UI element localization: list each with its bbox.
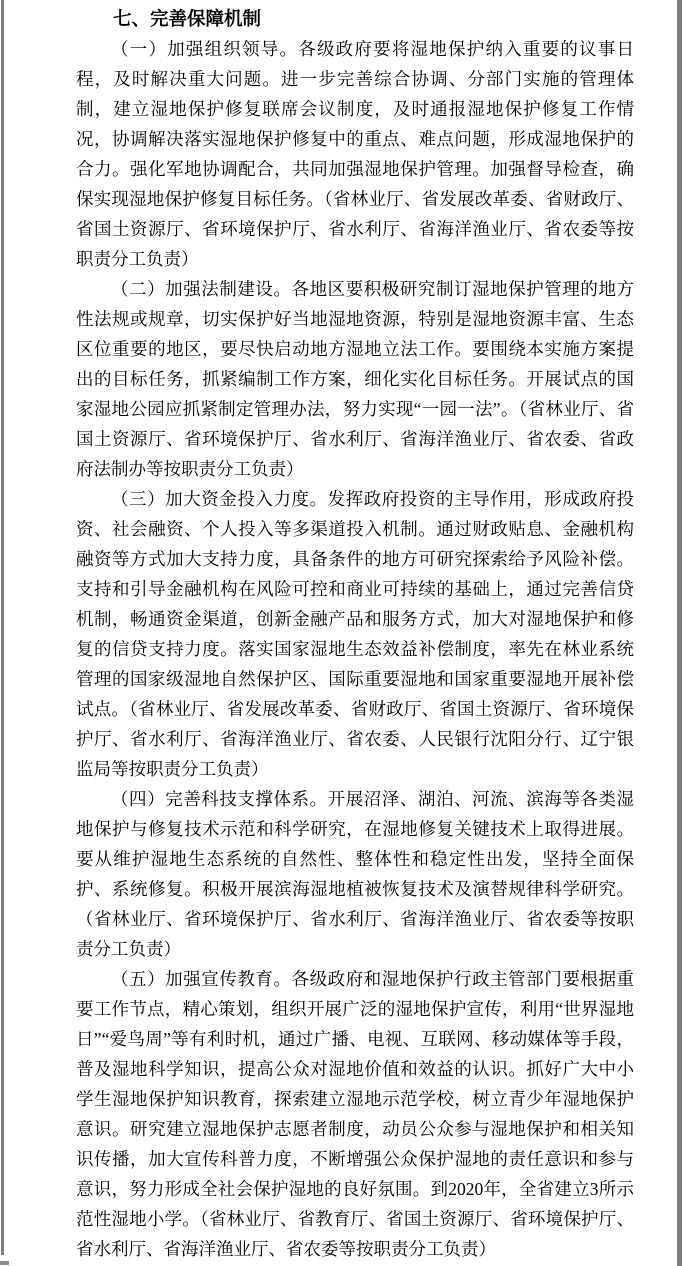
page-bottom-edge-mark xyxy=(0,1261,9,1265)
paragraph-legal-system: （二）加强法制建设。各地区要积极研究制订湿地保护管理的地方性法规或规章，切实保护好当地湿地资源，特别是湿地资源丰富、生态区位重要的地区，要尽快启动地方湿地立法工作。要围绕本实施方案提出的目标任务，抓紧编制工作方案，细化实化目标任务。开展试点的国家湿地公园应抓紧制定管理办法，努力实现“一园一法”。（省林业厅、省国土资源厅、省环境保护厅、省水利厅、省海洋渔业厅、省农委、省政府法制办等按职责分工负责） xyxy=(76,279,634,479)
paragraph-publicity-education: （五）加强宣传教育。各级政府和湿地保护行政主管部门要根据重要工作节点，精心策划，组织开展广泛的湿地保护宣传，利用“世界湿地日”“爱鸟周”等有利时机，通过广播、电视、互联网、移动媒体等手段，普及湿地科学知识，提高公众对湿地价值和效益的认识。抓好广大中小学生湿地保护知识教育，探索建立湿地示范学校，树立青少年湿地保护意识。研究建立湿地保护志愿者制度，动员公众参与湿地保护和相关知识传播，加大宣传科普力度，不断增强公众保护湿地的责任意识和参与意识，努力形成全社会保护湿地的良好氛围。到2020年，全省建立3所示范性湿地小学。（省林业厅、省教育厅、省国土资源厅、省环境保护厅、省水利厅、省海洋渔业厅、省农委等按职责分工负责） xyxy=(76,969,634,1259)
document-body xyxy=(76,4,634,1264)
paragraph-organizational-leadership: （一）加强组织领导。各级政府要将湿地保护纳入重要的议事日程，及时解决重大问题。进一步完善综合协调、分部门实施的管理体制，建立湿地保护修复联席会议制度，及时通报湿地保护修复工作情况，协调解决落实湿地保护修复中的重点、难点问题，形成湿地保护的合力。强化军地协调配合，共同加强湿地保护管理。加强督导检查，确保实现湿地保护修复目标任务。（省林业厅、省发展改革委、省财政厅、省国土资源厅、省环境保护厅、省水利厅、省海洋渔业厅、省农委等按职责分工负责） xyxy=(76,39,634,269)
page-right-edge-line xyxy=(677,0,682,1266)
page-left-edge-line xyxy=(1,0,4,1255)
section-heading: 七、完善保障机制 xyxy=(113,8,262,29)
paragraph-science-technology-support: （四）完善科技支撑体系。开展沼泽、湖泊、河流、滨海等各类湿地保护与修复技术示范和科学研究，在湿地修复关键技术上取得进展。要从维护湿地生态系统的自然性、整体性和稳定性出发，坚持全面保护、系统修复。积极开展滨海湿地植被恢复技术及演替规律科学研究。（省林业厅、省环境保护厅、省水利厅、省海洋渔业厅、省农委等按职责分工负责） xyxy=(76,789,634,959)
paragraph-funding-investment: （三）加大资金投入力度。发挥政府投资的主导作用，形成政府投资、社会融资、个人投入等多渠道投入机制。通过财政贴息、金融机构融资等方式加大支持力度，具备条件的地方可研究探索给予风险补偿。支持和引导金融机构在风险可控和商业可持续的基础上，通过完善信贷机制，畅通资金渠道，创新金融产品和服务方式，加大对湿地保护和修复的信贷支持力度。落实国家湿地生态效益补偿制度，率先在林业系统管理的国家级湿地自然保护区、国际重要湿地和国家重要湿地开展补偿试点。（省林业厅、省发展改革委、省财政厅、省国土资源厅、省环境保护厅、省水利厅、省海洋渔业厅、省农委、人民银行沈阳分行、辽宁银监局等按职责分工负责） xyxy=(76,489,634,779)
